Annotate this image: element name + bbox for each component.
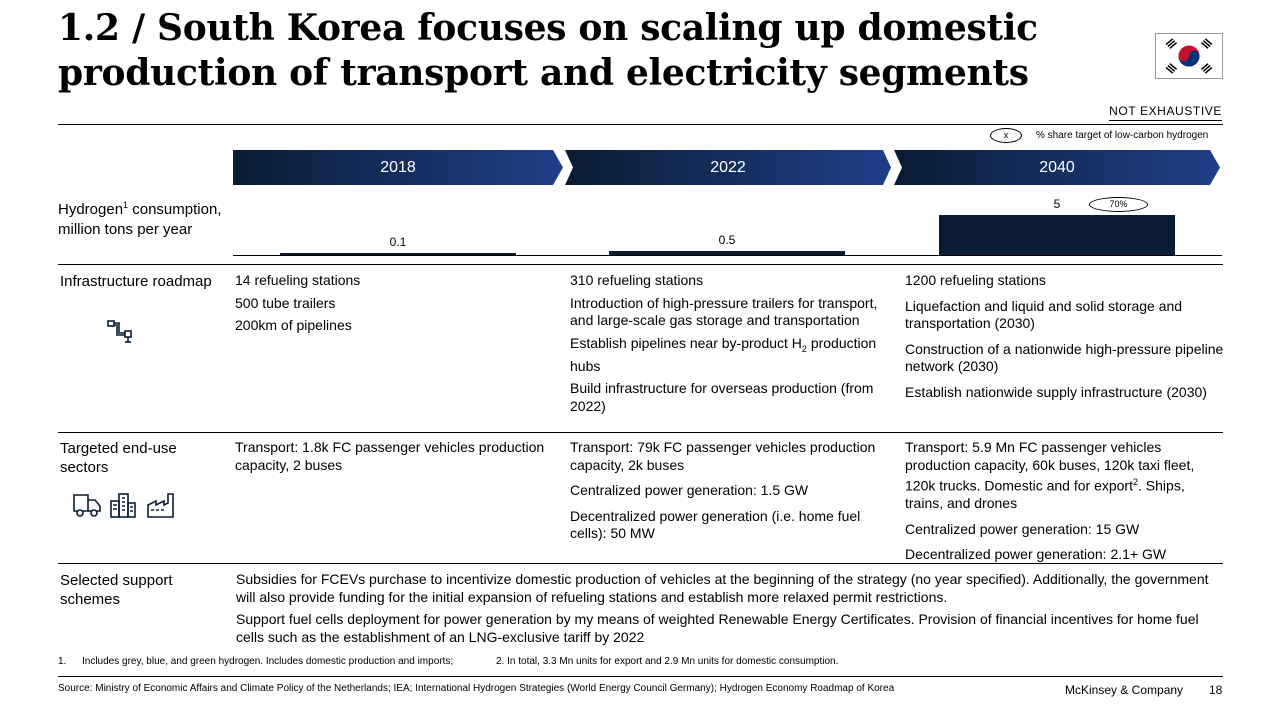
- footnote-1: Includes grey, blue, and green hydrogen. Includes domestic production and imports;: [82, 656, 454, 667]
- share-2040-badge: 70%: [1089, 197, 1148, 212]
- chart-baseline: [233, 255, 1222, 256]
- infra-2018-item: 200km of pipelines: [235, 317, 352, 333]
- enduse-2022-item: Centralized power generation: 1.5 GW: [570, 482, 809, 498]
- consumption-value-2022: 0.5: [718, 233, 736, 247]
- enduse-2040: [905, 439, 1220, 569]
- infra-2018-item: 14 refueling stations: [235, 272, 361, 288]
- enduse-2018-item: Transport: 1.8k FC passenger vehicles production capacity, 2 buses: [235, 439, 545, 473]
- consumption-label-main: Hydrogen: [58, 201, 124, 218]
- footnote-number: 1.: [58, 656, 67, 667]
- legend: [990, 128, 1222, 143]
- infra-2018-item: 500 tube trailers: [235, 294, 336, 311]
- truck-icon: [72, 491, 102, 519]
- infrastructure-2040: [905, 272, 1235, 406]
- south-korea-flag-icon: [1155, 33, 1223, 79]
- row-divider: [58, 563, 1223, 564]
- pipeline-icon: [105, 318, 135, 346]
- enduse-2040-item: Centralized power generation: 15 GW: [905, 520, 1140, 537]
- support-item: Support fuel cells deployment for power generation by my means of weighted Renewable Energy Certificates. Provision of financial incentives for home fuel cells such as the establishment of an LNG-exclusive tariff by 2022: [236, 611, 1199, 645]
- year-label-2040: 2040: [1039, 159, 1075, 176]
- footnote-2: 2. In total, 3.3 Mn units for export and 2.9 Mn units for domestic consumption.: [496, 656, 839, 667]
- enduse-2040-item: Decentralized power generation: 2.1+ GW: [905, 546, 1167, 563]
- enduse-transport-text: Transport: 5.9 Mn FC passenger vehicles production capacity, 60k buses, 120k taxi fleet, 120k trucks. Domestic and for export: [905, 439, 1195, 494]
- factory-icon: [146, 491, 176, 519]
- year-label-2018: 2018: [380, 159, 416, 176]
- infra-2022-item: [570, 335, 890, 376]
- consumption-label-rest: consumption, million tons per year: [58, 201, 222, 238]
- enduse-transport-text-rest: . Ships, trains, and drones: [905, 477, 1185, 512]
- consumption-bar-2040: [939, 215, 1175, 255]
- support-item: Subsidies for FCEVs purchase to incentivize domestic production of vehicles at the beginning of the strategy (no year specified). Additionally, the government will also provide funding for the initial expansion of refueling stations and establish more relaxed permit restrictions.: [236, 571, 1209, 605]
- footnote-ref: 2: [1133, 477, 1139, 487]
- row-divider: [58, 432, 1223, 433]
- page-number: 18: [1209, 683, 1223, 697]
- year-label-2022: 2022: [710, 159, 746, 176]
- row-divider: [58, 264, 1223, 265]
- page-title: 1.2 / South Korea focuses on scaling up domestic production of transport and electricity segments: [58, 7, 1038, 94]
- support-schemes: [236, 571, 1226, 651]
- infrastructure-2022: [570, 272, 890, 420]
- enduse-2040-item: [905, 439, 1220, 513]
- infra-pipelines-text: Establish pipelines near by-product H: [570, 334, 802, 351]
- buildings-icon: [109, 491, 137, 519]
- consumption-label: [58, 196, 228, 239]
- source-note: Source: Ministry of Economic Affairs and Climate Policy of the Netherlands; IEA; International Hydrogen Strategies (World Energy Council Germany); Hydrogen Economy Roadmap of Korea: [58, 683, 895, 694]
- infrastructure-label: Infrastructure roadmap: [60, 273, 212, 290]
- infra-2022-item: Build infrastructure for overseas production (from 2022): [570, 380, 874, 414]
- company-name: McKinsey & Company: [1065, 683, 1184, 697]
- footnote-ref: 1: [123, 200, 129, 210]
- enduse-2022-item: Transport: 79k FC passenger vehicles production capacity, 2k buses: [570, 439, 876, 473]
- infra-pipelines-text-rest: production hubs: [570, 334, 877, 374]
- enduse-label: Targeted end-use sectors: [60, 440, 177, 476]
- legend-text: % share target of low-carbon hydrogen: [1036, 130, 1209, 142]
- infrastructure-2018: [235, 272, 555, 340]
- h2-subscript: 2: [801, 343, 807, 354]
- consumption-value-2018: 0.1: [389, 235, 407, 249]
- divider: [58, 124, 1223, 125]
- footer-divider: [58, 676, 1223, 677]
- infra-2022-item: 310 refueling stations: [570, 272, 704, 288]
- infra-2040-item: Liquefaction and liquid and solid storage and transportation (2030): [905, 297, 1183, 331]
- enduse-2022: [570, 439, 895, 548]
- infra-2040-item: 1200 refueling stations: [905, 272, 1046, 288]
- not-exhaustive-tag: NOT EXHAUSTIVE: [1109, 104, 1222, 121]
- enduse-2018: [235, 439, 555, 479]
- infra-2040-item: Construction of a nationwide high-pressure pipeline network (2030): [905, 340, 1224, 374]
- legend-marker: x: [990, 128, 1022, 143]
- enduse-2022-item: Decentralized power generation (i.e. home fuel cells): 50 MW: [570, 507, 861, 541]
- support-label: Selected support schemes: [60, 572, 173, 608]
- infra-2040-item: Establish nationwide supply infrastructure (2030): [905, 383, 1207, 400]
- infra-2022-item: Introduction of high-pressure trailers for transport, and large-scale gas storage and transportation: [570, 294, 878, 328]
- consumption-value-2040: 5: [1053, 197, 1061, 211]
